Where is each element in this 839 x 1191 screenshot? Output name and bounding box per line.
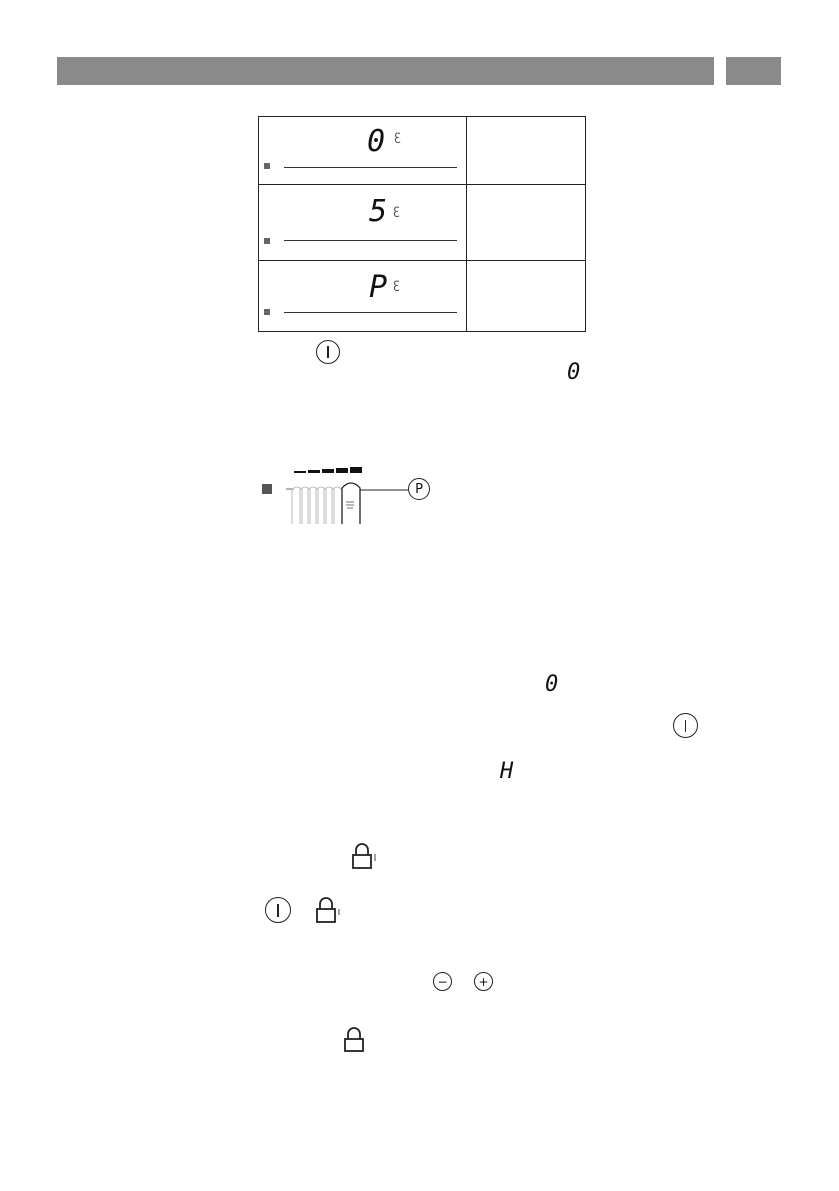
- power-icon: [265, 897, 291, 923]
- header-bar: [57, 57, 714, 85]
- plus-icon: [474, 972, 493, 991]
- zone-line: [284, 167, 457, 168]
- lock-icon: [340, 1027, 368, 1057]
- zone-line: [284, 312, 457, 313]
- p-button-icon: [408, 478, 430, 500]
- display-table: [258, 116, 586, 332]
- table-row: [259, 185, 466, 261]
- lock-icon: [312, 896, 342, 930]
- p-button-illustration: [258, 462, 438, 526]
- zone-line: [284, 240, 457, 241]
- plus-symbol: +: [478, 974, 489, 989]
- display-zero: 0: [567, 360, 581, 385]
- display-zero: 0: [545, 672, 559, 697]
- lock-icon: [348, 842, 376, 874]
- heat-indicator-icon: ꜫ: [393, 203, 401, 218]
- power-icon: [673, 713, 698, 738]
- display-digit: P: [369, 270, 388, 305]
- power-icon: [316, 340, 340, 364]
- heat-indicator-icon: ꜫ: [393, 277, 401, 292]
- indicator-dot: [264, 309, 270, 315]
- indicator-dot: [264, 163, 270, 169]
- table-row: [259, 117, 466, 185]
- heat-indicator-icon: ꜫ: [394, 129, 402, 144]
- table-divider: [466, 117, 467, 331]
- minus-icon: [433, 972, 452, 991]
- minus-symbol: −: [437, 974, 448, 989]
- display-digit: 5: [369, 194, 388, 229]
- display-h: H: [500, 759, 514, 784]
- table-row: [259, 261, 466, 331]
- p-button-label: P: [415, 481, 423, 497]
- indicator-dot: [264, 238, 270, 244]
- display-digit: 0: [367, 124, 386, 159]
- page-number-bar: [726, 57, 781, 85]
